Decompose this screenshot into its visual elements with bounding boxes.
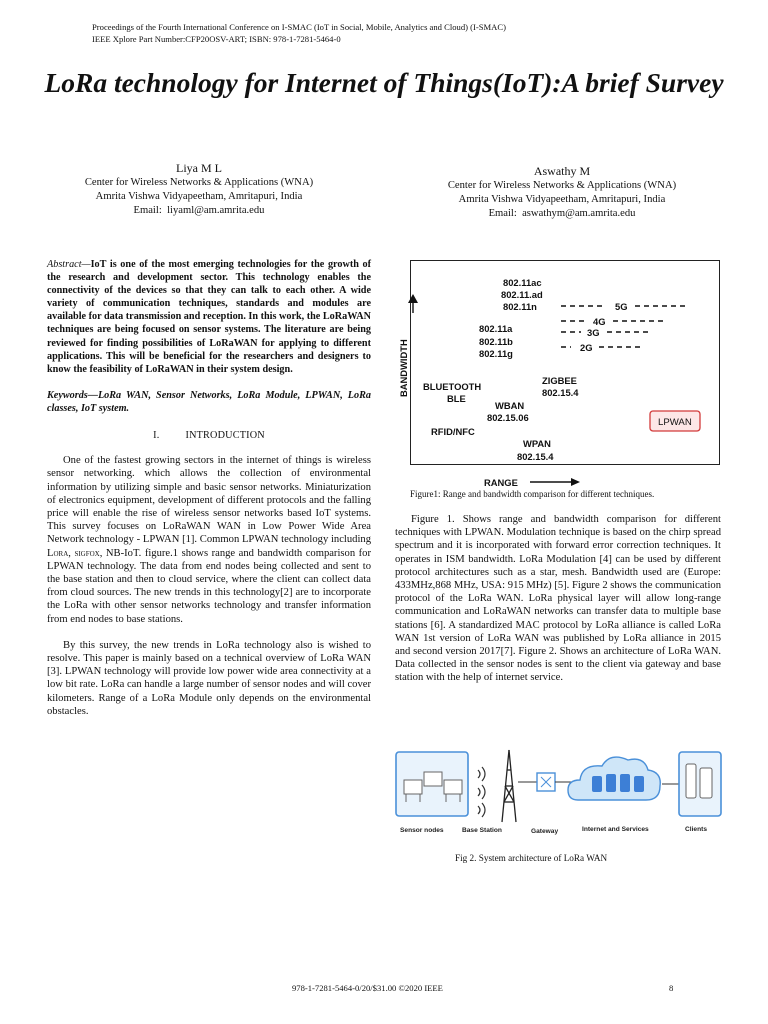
label-802-11g: 802.11g [479,348,513,359]
keywords-text: LoRa WAN, Sensor Networks, LoRa Module, LPWAN, LoRa classes, IoT system. [47,389,371,414]
x-axis-label: RANGE [484,477,518,488]
label-wpan: WPAN [523,438,551,449]
email-label: Email: [488,208,517,219]
figure-1-range-bandwidth [398,260,720,465]
label-802-11a: 802.11a [479,323,513,334]
label-clients: Clients [685,826,707,833]
label-gateway: Gateway [531,828,559,835]
label-802-11ac: 802.11ac [503,277,542,288]
author-affiliation: Center for Wireless Networks & Applications (WNA) [447,180,677,191]
label-802-15-4-zigbee: 802.15.4 [542,387,579,398]
intro-paragraph-2: By this survey, the new trends in LoRa technology also is wished to resolve. This paper is mainly based on a technical overview of LoRa WAN [3]. LPWAN technology will provide low power wide area connectivity at a low bit rate. LoRa can handle a large number of sensor nodes and will cover kilometers. Range of a LoRa Module only depends on the environmental obstacles. [47,639,371,717]
author-email[interactable]: liyaml@am.amrita.edu [167,205,265,216]
figure-2-caption: Fig 2. System architecture of LoRa WAN [455,853,608,863]
label-bluetooth: BLUETOOTH [423,381,482,392]
email-label: Email: [133,205,162,216]
left-column [47,258,371,718]
sigfox-term: sigfox [74,547,100,559]
abstract-text: IoT is one of the most emerging technologies for the growth of the research and development sector. This technology enables the connectivity of the devices so that they can talk to each other. A wide variety of communication techniques, standards and modules are available for data transmission and reception. In this work, the LoRaWAN techniques are being focused on sensor systems. The literature are being reviewed for finding possibilities of LoRaWAN for applying to different applications. This will be beneficial for the researchers and designers to know the feasibility of LoRaWAN in their system design. [47,259,371,375]
author-block-1 [40,160,358,218]
label-ble: BLE [447,393,466,404]
author-name: Liya M L [176,161,222,175]
page-number: 8 [669,983,674,993]
conference-header: Proceedings of the Fourth International Conference on I-SMAC (IoT in Social, Mobile, Analytics and Cloud) (I-SMAC) [92,22,506,32]
label-lpwan: LPWAN [658,417,692,428]
x-axis-arrowhead [571,478,580,486]
label-802-11n: 802.11n [503,301,537,312]
lora-term: Lora [47,547,69,559]
isbn-line: IEEE Xplore Part Number:CFP20OSV-ART; ISBN: 978-1-7281-5464-0 [92,34,341,44]
author-institution: Amrita Vishwa Vidyapeetham, Amritapuri, India [458,194,666,205]
label-4g: 4G [593,316,606,327]
section-number: I. [153,430,160,442]
section-title: INTRODUCTION [185,430,265,442]
right-column [395,513,721,685]
section-heading [47,429,371,442]
cloud-icon [568,757,660,800]
paper-title: LoRa technology for Internet of Things(IoT):A brief Survey [44,67,724,98]
author-email-line [40,204,358,218]
author-name: Aswathy M [533,164,591,178]
figure-1-caption: Figure1: Range and bandwidth comparison for different techniques. [410,489,655,499]
author-affiliation: Center for Wireless Networks & Applications (WNA) [84,177,314,188]
label-wban: WBAN [495,400,525,411]
y-axis-label: BANDWIDTH [398,339,409,397]
label-802-15-06: 802.15.06 [487,412,529,423]
label-802-11ad: 802.11.ad [501,289,543,300]
abstract: Abstract—IoT is one of the most emerging technologies for the growth of the research and development sector. This technology enables the connectivity of the devices so that they can talk to each other. A wide variety of communication techniques, standards and modules are available for data transmission and reception. In this work, the LoRaWAN techniques are being focused on sensor systems. The literature are being reviewed for finding possibilities of LoRaWAN for applying to different applications. This will be beneficial for the researchers and designers to know the feasibility of LoRaWAN in their system design. [47,259,371,375]
label-zigbee: ZIGBEE [542,375,577,386]
label-802-11b: 802.11b [479,336,513,347]
author-email-line [402,207,722,221]
label-internet-services: Internet and Services [582,826,649,833]
label-2g: 2G [580,342,593,353]
right-paragraph: Figure 1. Shows range and bandwidth comparison for different techniques with LPWAN. Modulation technique is based on the chirp spread spectrum and it is incorporated with forward error correction techniques. It operates in ISM bandwidth. LoRa Modulation [4] can be used by different protocol architectures such as a star, mesh. Bandwidth used are (Europe: 433MHz,868 MHz, USA: 915 MHz) [5]. Figure 2 shows the communication protocol of the LoRa WAN. LoRa physical layer will allow long-range communication and LoRaWAN networks can transfer data to multiple base stations [6]. A standardized MAC protocol by LoRa alliance is called LoRa WAN 1st version of LoRa WAN was published by LoRa alliance in 2015 and second version 2017[7]. Figure 2. Shows an architecture of LoRa WAN. Data collected in the sensor nodes is sent to the client via gateway and base station with the help of internet service. [395,514,721,684]
label-5g: 5G [615,301,628,312]
y-axis-arrowhead [408,294,418,303]
figure-2-architecture [394,742,724,838]
x-axis [480,475,600,489]
author-email[interactable]: aswathym@am.amrita.edu [522,208,636,219]
keywords: Keywords—LoRa WAN, Sensor Networks, LoRa Module, LPWAN, LoRa classes, IoT system. [47,389,371,414]
label-rfid-nfc: RFID/NFC [431,426,475,437]
author-institution: Amrita Vishwa Vidyapeetham, Amritapuri, India [95,191,303,202]
author-block-2 [402,163,722,221]
keywords-label: Keywords [47,389,88,401]
wireless-signal-icon [478,767,485,817]
abstract-label: Abstract [47,259,82,270]
intro-paragraph-1: One of the fastest growing sectors in the internet of things is wireless sensor networking. which allows the collection of environmental information by utilizing simple and basic sensor networks. Miniaturization of electronics equipment, development of different protocols and the falling price will enable the rise of wireless sensor networks based IoT systems. This survey focuses on LoRaWAN WAN in Low Power Wide Area Network technology - LPWAN [1]. Common LPWAN technology including Lora, sigfox, NB-IoT. figure.1 shows range and bandwidth comparison for LPWAN technology. The data from end nodes being collected and sent to the base station and then to cloud service, where the client can collect data from cloud sources. The new trends in this technology[2] are to incorporate the LoRa with other sensor networks technology and transfer information from end nodes to base stations. [47,455,371,625]
copyright-footer: 978-1-7281-5464-0/20/$31.00 ©2020 IEEE [292,983,443,993]
label-802-15-4-wpan: 802.15.4 [517,451,554,462]
figure-1-diagram [398,261,721,466]
label-sensor-nodes: Sensor nodes [400,827,444,834]
antenna-tower-icon [502,750,516,822]
label-base-station: Base Station [462,827,502,834]
label-3g: 3G [587,327,600,338]
